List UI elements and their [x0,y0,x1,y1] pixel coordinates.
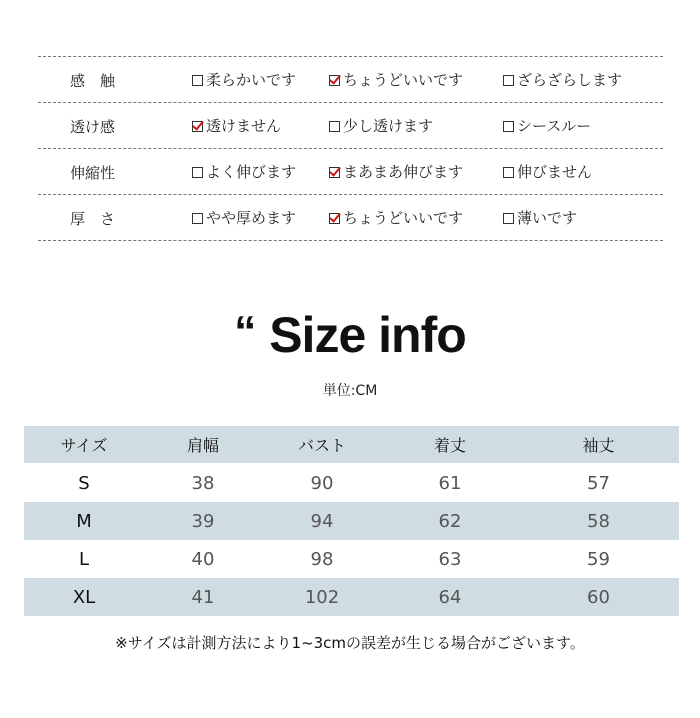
size-table [24,426,679,616]
size-cell: L [78,548,90,570]
value-cell: 40 [191,548,215,570]
table-row [24,464,679,502]
value-cell: 63 [438,548,462,570]
table-row [24,578,679,616]
row-label: 透け感 [70,118,116,136]
checkbox-icon [503,75,514,86]
measurement-note: ※サイズは計測方法により1~3cmの誤差が生じる場合がございます。 [115,634,585,652]
row-label: 伸縮性 [70,164,116,182]
header-cell: バスト [297,436,346,455]
option: ちょうどいいです [329,195,463,241]
header-cell: サイズ [60,436,108,455]
value-cell: 41 [191,586,215,608]
value-cell: 98 [310,548,334,570]
checkbox-icon [192,213,203,224]
value-cell: 94 [310,510,334,532]
table-header-row [24,426,679,463]
value-cell: 58 [587,510,610,532]
value-cell: 57 [587,472,610,494]
checkbox-checked-icon [192,121,203,132]
heading-title: Size info [269,307,466,363]
value-cell: 102 [304,586,340,608]
checkbox-icon [503,167,514,178]
option: 伸びません [503,149,592,195]
unit-label: 単位:CM [322,383,378,399]
option: ちょうどいいです [329,57,463,103]
checkbox-icon [503,121,514,132]
checkbox-icon [192,167,203,178]
option: 柔らかいです [192,57,296,103]
value-cell: 90 [310,472,334,494]
value-cell: 38 [191,472,215,494]
option: 透けません [192,103,281,149]
option: ざらざらします [503,57,622,103]
size-info-heading [0,306,700,364]
table-row [24,502,679,540]
option: まあまあ伸びます [329,149,463,195]
option: 薄いです [503,195,577,241]
checkbox-icon [503,213,514,224]
material-row-sheerness [38,103,663,149]
header-cell: 肩幅 [186,436,219,455]
checkbox-checked-icon [329,213,340,224]
material-row-thickness [38,195,663,241]
value-cell: 62 [438,510,462,532]
checkbox-checked-icon [329,167,340,178]
checkbox-icon [329,121,340,132]
value-cell: 39 [191,510,215,532]
option: やや厚めます [192,195,296,241]
value-cell: 59 [587,548,610,570]
table-row [24,540,679,578]
row-label: 感 触 [70,72,116,90]
material-properties-table [38,56,663,241]
option: よく伸びます [192,149,296,195]
value-cell: 61 [438,472,462,494]
value-cell: 64 [438,586,462,608]
quote-mark: “ [234,307,256,356]
checkbox-checked-icon [329,75,340,86]
checkbox-icon [192,75,203,86]
size-cell: XL [72,586,96,608]
option: 少し透けます [329,103,433,149]
option: シースルー [503,103,591,149]
material-row-feel [38,57,663,103]
header-cell: 袖丈 [582,436,615,455]
row-label: 厚 さ [70,210,116,228]
header-cell: 着丈 [433,436,466,455]
size-cell: M [76,510,92,532]
material-row-stretch [38,149,663,195]
size-cell: S [78,472,90,494]
value-cell: 60 [587,586,610,608]
